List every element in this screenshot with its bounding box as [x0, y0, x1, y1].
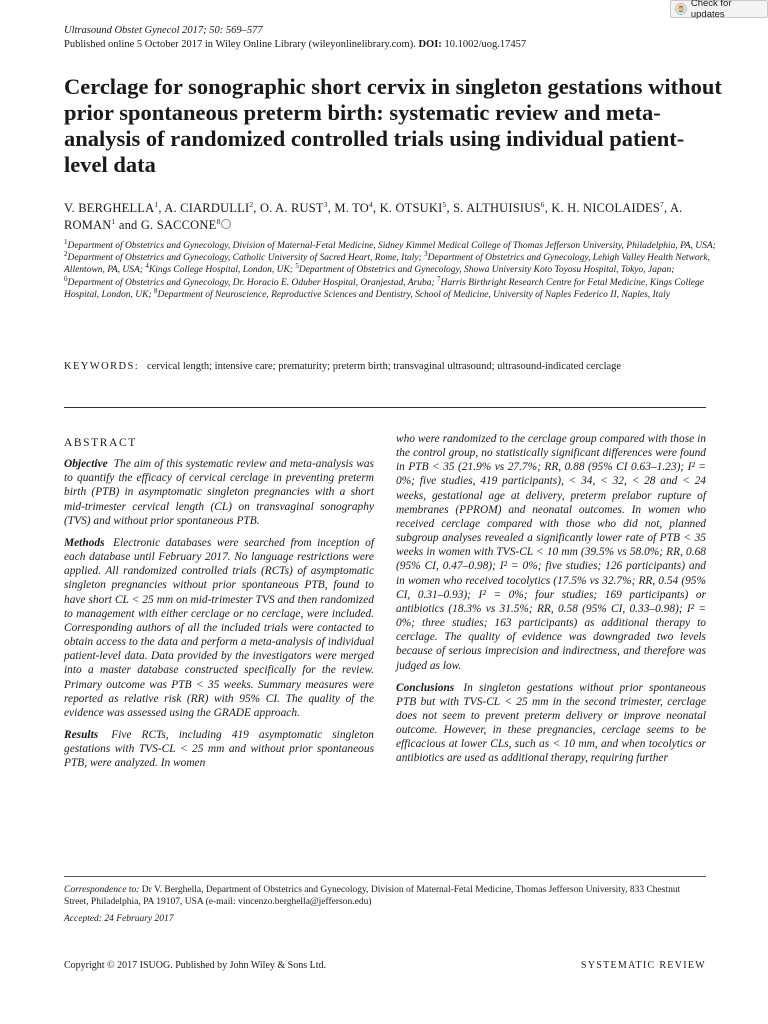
author [64, 201, 158, 215]
methods-text: Electronic databases were searched from inception of each database until February 2017. No language restrictions were applied. All randomized controlled trials (RCTs) of asymptomatic singleton pregnancies without prior spontaneous PTB, found to have short CL < 25 mm on mid-trimester TVS and then randomized to management with either cerclage or no cerclage, were included. Corresponding authors of all the included trials were contacted to obtain access to the data and perform a meta-analysis of individual patient-level data. Data provided by the investigators were merged into a master database constructed specifically for the review. Primary outcome was PTB < 35 weeks. Summary measures were reported as relative risk (RR) with 95% CI. The quality of the evidence was assessed using the GRADE approach. [64, 536, 374, 719]
abstract-right-column [396, 432, 706, 774]
author-name: K. H. NICOLAIDES [551, 201, 661, 215]
footnote-divider [64, 876, 706, 877]
keywords-label: KEYWORDS: [64, 361, 140, 372]
keywords [64, 360, 724, 373]
author [453, 201, 545, 215]
section-type: SYSTEMATIC REVIEW [580, 960, 706, 971]
methods-label: Methods [64, 536, 105, 549]
author-name: M. TO [334, 201, 369, 215]
header-divider [64, 407, 706, 408]
affiliation-text: Kings College Hospital, London, UK; [148, 265, 293, 276]
author [551, 201, 664, 215]
affiliation-number: 4 [145, 262, 149, 271]
affiliations [64, 237, 724, 301]
abstract-heading: ABSTRACT [64, 437, 137, 449]
doi-value: 10.1002/uog.17457 [444, 39, 527, 50]
author-name: S. ALTHUISIUS [453, 201, 541, 215]
journal-citation: Ultrasound Obstet Gynecol 2017; 50: 569–577 [64, 25, 263, 36]
affiliation-number: 2 [64, 250, 68, 259]
abstract-left-column [64, 436, 374, 778]
affiliation-text: Department of Obstetrics and Gynecology, Division of Maternal-Fetal Medicine, Sidney Kimmel Medical College of Thomas Jefferson University, Philadelphia, PA, USA; [67, 241, 716, 251]
affiliation-text: Department of Obstetrics and Gynecology, Dr. Horacio E. Oduber Hospital, Oranjestad, Aruba; [67, 277, 435, 288]
orcid-icon[interactable] [221, 219, 231, 229]
publication-line [64, 38, 526, 52]
conclusions-label: Conclusions [396, 681, 455, 694]
affiliation-text: Department of Obstetrics and Gynecology, Catholic University of Sacred Heart, Rome, Italy; [67, 253, 422, 264]
keywords-text: cervical length; intensive care; prematurity; preterm birth; transvaginal ultrasound; ultrasound-indicated cerclage [147, 361, 622, 372]
affiliation-number: 3 [424, 250, 428, 259]
copyright: Copyright © 2017 ISUOG. Published by John Wiley & Sons Ltd. [64, 960, 327, 971]
affiliation-text: Department of Neuroscience, Reproductive Sciences and Dentistry, School of Medicine, University of Naples Federico II, Naples, Italy [157, 289, 670, 300]
affiliation-number: 6 [64, 274, 68, 283]
objective-label: Objective [64, 458, 108, 471]
author-affiliation-number: 1 [111, 216, 116, 226]
objective-paragraph [64, 457, 374, 528]
check-for-updates-button[interactable] [670, 0, 768, 18]
results-paragraph [64, 728, 374, 770]
correspondence [64, 884, 706, 908]
accepted-date: Accepted: 24 February 2017 [64, 914, 174, 924]
results-text-start: Five RCTs, including 419 asymptomatic singleton gestations with TVS-CL < 25 mm and without prior spontaneous PTB, were analyzed. In women [64, 728, 374, 770]
objective-text: The aim of this systematic review and meta-analysis was to quantify the efficacy of cervical cerclage in preventing preterm birth (PTB) in asymptomatic singleton pregnancies with a short mid-trimester cervical length (CL) on transvaginal sonography (TVS) and without prior spontaneous PTB. [64, 458, 374, 527]
doi-label: DOI: [418, 39, 442, 50]
author-name: G. SACCONE [140, 218, 217, 232]
results-continued: who were randomized to the cerclage group compared with those in the control group, no statistically significant differences were found in PTB < 35 (21.9% vs 27.7%; RR, 0.88 (95% CI 0.63–1.23); I² = 0%; five studies, 419 participants), < 34, < 32, < 28 and < 24 weeks, gestational age at delivery, preterm prelabor rupture of membranes (PPROM) and neonatal outcomes. In women who received cerclage compared with those who did not, planned subgroup analyses revealed a significantly lower rate of PTB < 35 weeks in women with TVS-CL < 10 mm (39.5% vs 58.0%; RR, 0.68 (95% CI, 0.47–0.98); I² = 0%; five studies; 126 participants) and in women who received tocolytics (17.5% vs 32.7%; RR, 0.54 (95% CI, 0.31–0.93); I² = 0%; four studies; 169 participants) or antibiotics (18.3% vs 31.5%; RR, 0.58 (95% CI, 0.33–0.98); I² = 0%; three studies; 163 participants) as additional therapy to cerclage. The quality of evidence was downgraded two levels because of serious imprecision and indirectness, and therefore was judged as low. [396, 433, 706, 672]
author [141, 218, 232, 232]
author-name: K. OTSUKI [379, 201, 443, 215]
affiliation-text: Harris Birthright Research Centre for Fetal Medicine, Kings College Hospital, London, UK; [64, 277, 704, 300]
author-affiliation-number: 5 [442, 199, 447, 209]
author [380, 201, 447, 215]
affiliation-number: 1 [64, 237, 68, 246]
results-label: Results [64, 728, 99, 741]
conclusions-paragraph [396, 681, 706, 766]
affiliation-number: 7 [437, 274, 441, 283]
check-for-updates-label: Check for updates [690, 0, 732, 20]
author-name: A. ROMAN [64, 201, 683, 232]
author-affiliation-number: 3 [323, 199, 328, 209]
author [164, 201, 253, 215]
author-affiliation-number: 8 [216, 216, 221, 226]
conclusions-text: In singleton gestations without prior spontaneous PTB but with TVS-CL < 25 mm in the second trimester, cerclage does not seem to prevent preterm delivery or improve neonatal outcome. However, in these pregnancies, cerclage seems to be efficacious at lower CLs, such as < 10 mm, and when tocolytics or antibiotics are used as additional therapy, requiring further [396, 681, 706, 765]
affiliation-text: Department of Obstetrics and Gynecology, Lehigh Valley Health Network, Allentown, PA, USA; [64, 253, 710, 276]
author-affiliation-number: 4 [368, 199, 373, 209]
author [260, 201, 328, 215]
correspondence-label: Correspondence to: [64, 885, 140, 895]
author-affiliation-number: 2 [249, 199, 254, 209]
author-affiliation-number: 6 [540, 199, 545, 209]
crossmark-icon [675, 3, 687, 15]
author-affiliation-number: 7 [660, 199, 664, 209]
article-title: Cerclage for sonographic short cervix in singleton gestations without prior spontaneous preterm birth: systematic review and meta-analysis of randomized controlled trials using individual patient-level data [64, 74, 722, 177]
author-name: V. BERGHELLA [64, 201, 155, 215]
affiliation-number: 5 [295, 262, 299, 271]
published-online: Published online 5 October 2017 in Wiley Online Library (wileyonlinelibrary.com). [64, 39, 416, 50]
author [334, 201, 373, 215]
methods-paragraph [64, 536, 374, 720]
author-name: A. CIARDULLI [164, 201, 250, 215]
author-list: V. BERGHELLA$^1$, A. CIARDULLI$^2$, O. A. RUST$^3$, M. $TO^4$, K. OTSUKI$^5$, S. ALTHUISIUS$^6$, K. H. NICOLAIDES$^7$, A. ROMAN$^1$ and G. SACCONE$^8$ [64, 199, 683, 232]
author-affiliation-number: 1 [154, 199, 159, 209]
affiliation-number: 8 [154, 286, 158, 295]
author-name: O. A. RUST [259, 201, 324, 215]
affiliation-text: Department of Obstetrics and Gynecology, Showa University Koto Toyosu Hospital, Tokyo, Japan; [298, 265, 675, 276]
correspondence-text: Dr V. Berghella, Department of Obstetrics and Gynecology, Division of Maternal-Fetal Medicine, Thomas Jefferson University, 833 Chestnut Street, Philadelphia, PA 19107, USA (e-mail: vincenzo.berghella@jefferson.edu) [64, 885, 681, 907]
